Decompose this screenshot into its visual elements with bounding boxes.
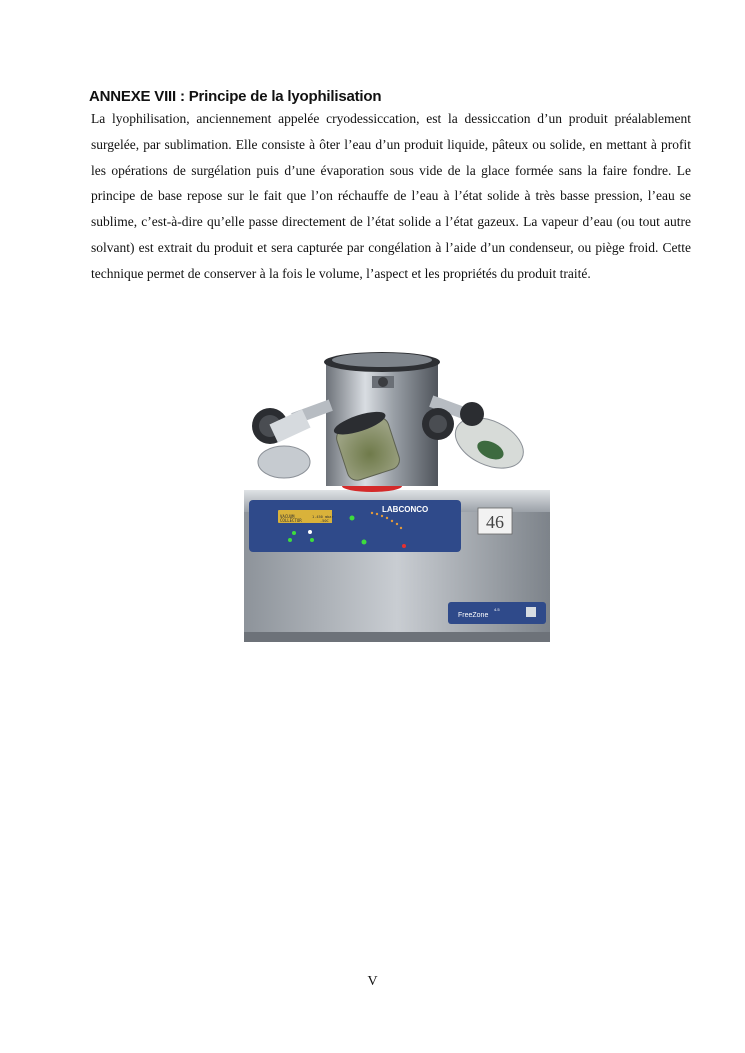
brand-logo: LABCONCO [382, 505, 429, 514]
display-value-1: 1.450 mbar [312, 515, 334, 519]
display-line-1: VACUUM [280, 514, 295, 519]
display-value-2: -50C [320, 519, 329, 523]
freeze-dryer-photo [232, 332, 554, 650]
display-line-2: COLLECTOR [280, 518, 302, 523]
body-paragraph: La lyophilisation, anciennement appelée cryodessiccation, est la dessiccation d’un produit préalablement surgelée, par sublimation. Elle consiste à ôter l’eau d’un produit liquide, pâteux ou solide, en mettant à profit les opérations de surgélation puis d’une évaporation sous vide de la glace formée sans la faire fondre. Le principe de base repose sur le fait que l’on réchauffe de l’eau à l’état solide à très basse pression, l’eau se sublime, c’est-à-dire qu’elle passe directement de l’état solide a l’état gazeux. La vapeur d’eau (ou tout autre solvant) est extrait du produit et sera capturée par congélation à l’aide d’un condenseur, ou piège froid. Cette technique permet de conserver à la fois le volume, l’aspect et les propriétés du produit traité. [91, 111, 691, 281]
page-number: V [367, 974, 378, 989]
unit-number-label: 46 [486, 512, 504, 532]
alarm-led [402, 544, 406, 548]
model-name: FreeZone [458, 612, 489, 619]
refrigeration-led [292, 531, 296, 535]
status-led [308, 530, 312, 534]
annex-heading: ANNEXE VIII : Principe de la lyophilisation [89, 88, 382, 105]
model-size: 4.5 [494, 607, 500, 612]
vacuum-led [350, 516, 355, 521]
